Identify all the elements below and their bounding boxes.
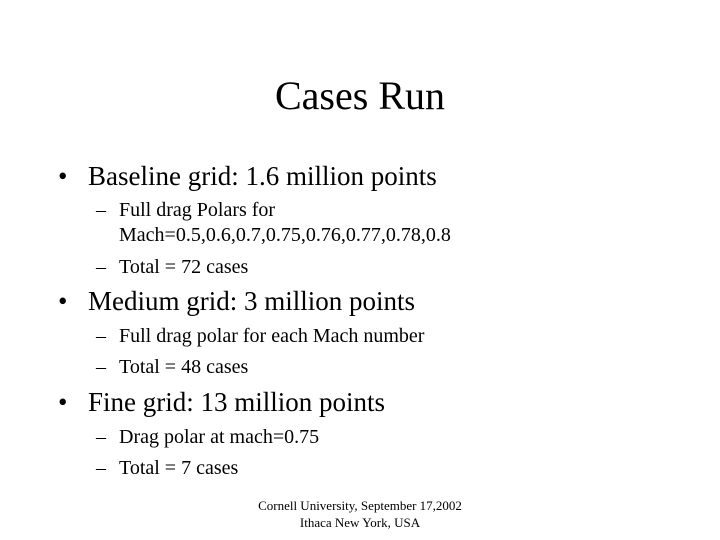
bullet-text: Baseline grid: 1.6 million points — [88, 161, 437, 191]
bullet-dot-icon: • — [58, 387, 68, 417]
dash-icon: – — [96, 325, 106, 347]
footer-line-location: Ithaca New York, USA — [299, 515, 421, 530]
dash-icon: – — [96, 356, 106, 378]
slide-title: Cases Run — [275, 73, 445, 118]
slide-footer — [232, 497, 488, 531]
sub-bullet-text: Total = 7 cases — [119, 457, 239, 479]
bullet-dot-icon: • — [58, 161, 68, 191]
sub-bullet-continuation: Mach=0.5,0.6,0.7,0.75,0.76,0.77,0.78,0.8 — [119, 224, 451, 246]
bullet-text: Fine grid: 13 million points — [88, 387, 386, 417]
sub-bullet-text: Full drag polar for each Mach number — [119, 325, 425, 347]
dash-icon: – — [96, 457, 106, 479]
dash-icon: – — [96, 426, 106, 448]
bullet-text: Medium grid: 3 million points — [88, 286, 416, 316]
dash-icon: – — [96, 256, 106, 278]
footer-line-institution: Cornell University, September 17,2002 — [258, 498, 462, 513]
sub-bullet-text: Total = 72 cases — [119, 256, 249, 278]
sub-bullet-text: Total = 48 cases — [119, 356, 249, 378]
bullet-dot-icon: • — [58, 286, 68, 316]
sub-bullet-text: Drag polar at mach=0.75 — [119, 426, 320, 448]
sub-bullet-text: Full drag Polars for — [119, 199, 276, 221]
dash-icon: – — [96, 199, 106, 221]
